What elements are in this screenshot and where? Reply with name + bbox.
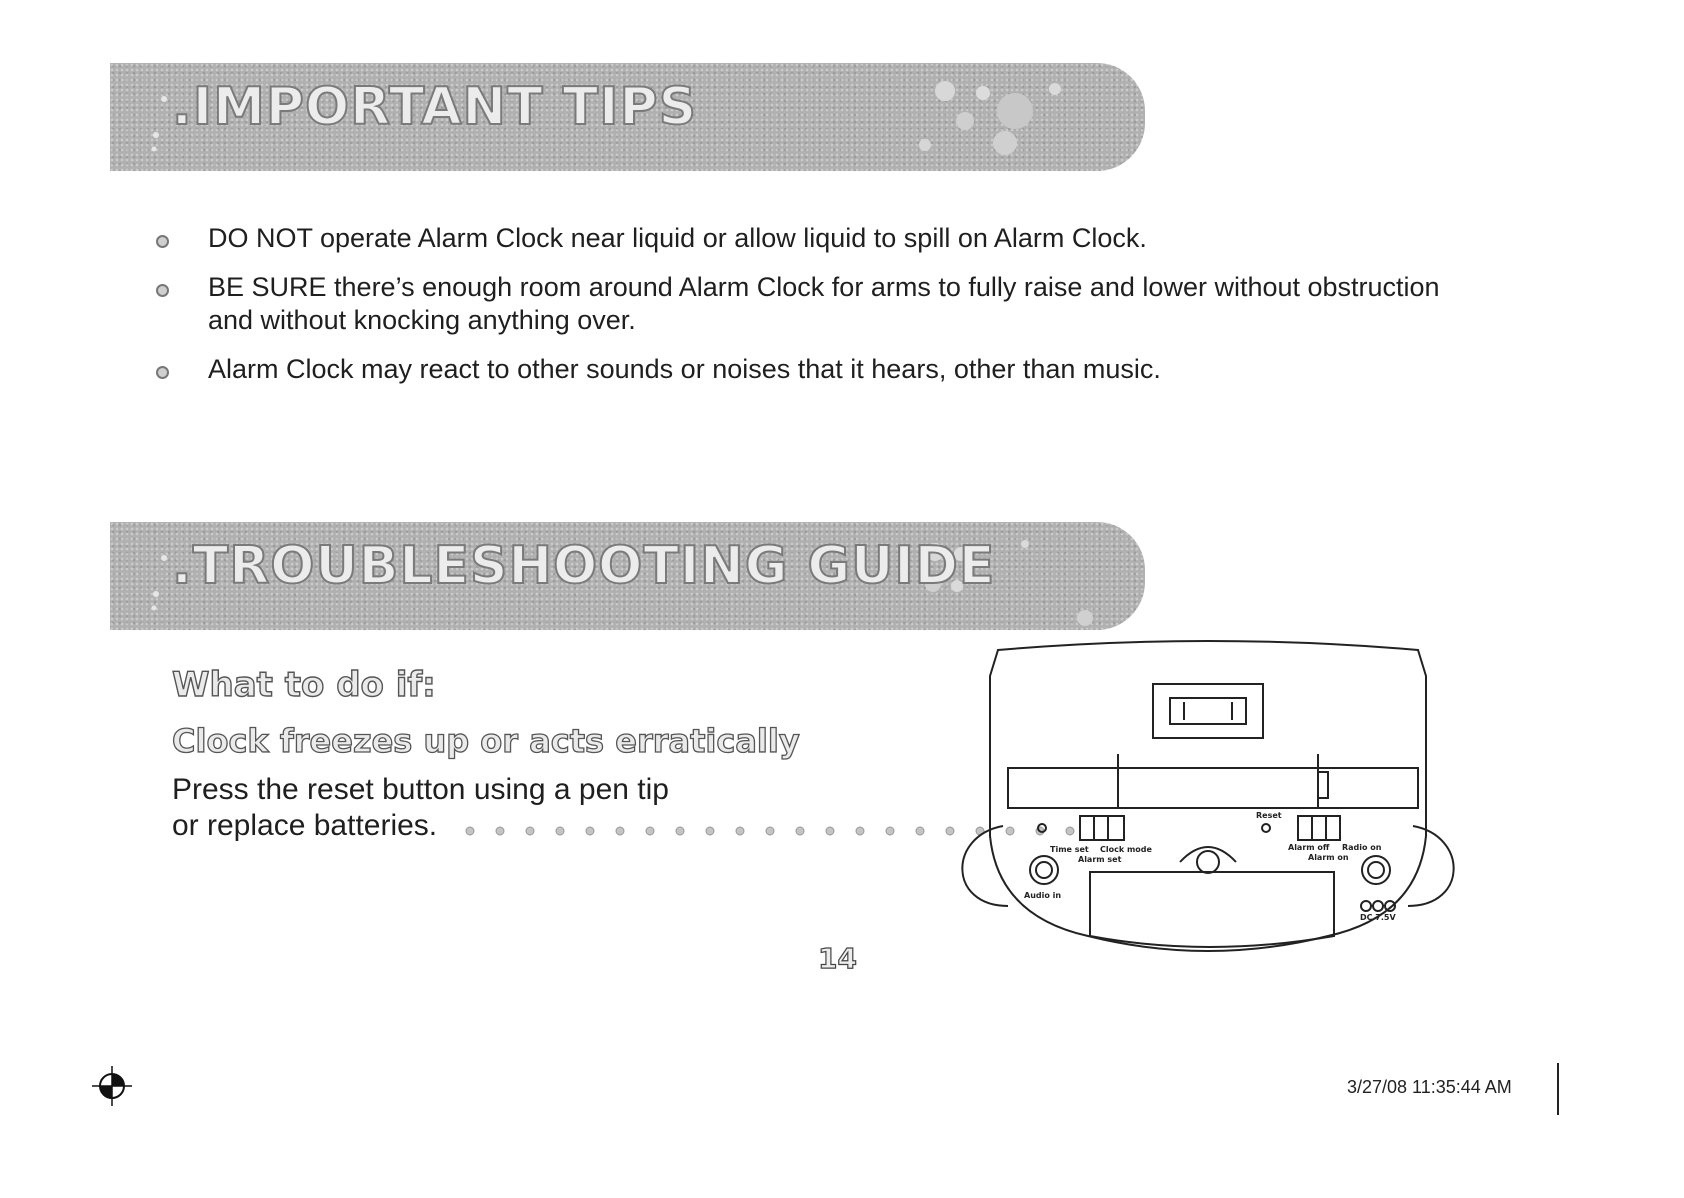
bullet-icon xyxy=(156,235,169,248)
banner-bubbles-decoration xyxy=(865,63,1125,171)
list-item xyxy=(150,353,1450,386)
solution-line: Press the reset button using a pen tip xyxy=(172,773,669,806)
tip-text: Alarm Clock may react to other sounds or noises that it hears, other than music. xyxy=(208,354,1161,384)
bullet-icon xyxy=(156,284,169,297)
troubleshooting-title: .TROUBLESHOOTING GUIDE xyxy=(172,536,996,596)
important-tips-title: .IMPORTANT TIPS xyxy=(172,77,698,137)
troubleshooting-banner xyxy=(110,522,1145,630)
tips-list xyxy=(150,222,1450,402)
radio-on-label: Radio on xyxy=(1342,843,1382,852)
audio-in-label: Audio in xyxy=(1024,891,1062,900)
list-item xyxy=(150,222,1450,255)
solution-line: or replace batteries. xyxy=(172,809,438,842)
print-timestamp: 3/27/08 11:35:44 AM xyxy=(1347,1077,1512,1097)
page-number: 14 xyxy=(818,942,857,975)
clock-mode-label: Clock mode xyxy=(1100,845,1152,854)
bullet-icon xyxy=(156,366,169,379)
alarm-off-label: Alarm off xyxy=(1288,843,1330,852)
registration-mark-icon xyxy=(92,1066,132,1106)
problem-heading: Clock freezes up or acts erratically xyxy=(172,722,800,760)
crop-rule xyxy=(1557,1063,1559,1115)
tip-text: DO NOT operate Alarm Clock near liquid or allow liquid to spill on Alarm Clock. xyxy=(208,223,1147,253)
time-set-label: Time set xyxy=(1050,845,1089,854)
alarm-set-label: Alarm set xyxy=(1078,855,1122,864)
tip-text: BE SURE there’s enough room around Alarm Clock for arms to fully raise and lower without obstruction and without knocking anything over. xyxy=(208,272,1440,335)
important-tips-banner xyxy=(110,63,1145,171)
alarm-clock-back-illustration xyxy=(948,636,1468,976)
alarm-on-label: Alarm on xyxy=(1308,853,1349,862)
dc-label: DC 7.5V xyxy=(1360,913,1396,922)
list-item xyxy=(150,271,1450,337)
reset-label: Reset xyxy=(1256,811,1282,820)
what-to-do-heading: What to do if: xyxy=(172,665,436,705)
